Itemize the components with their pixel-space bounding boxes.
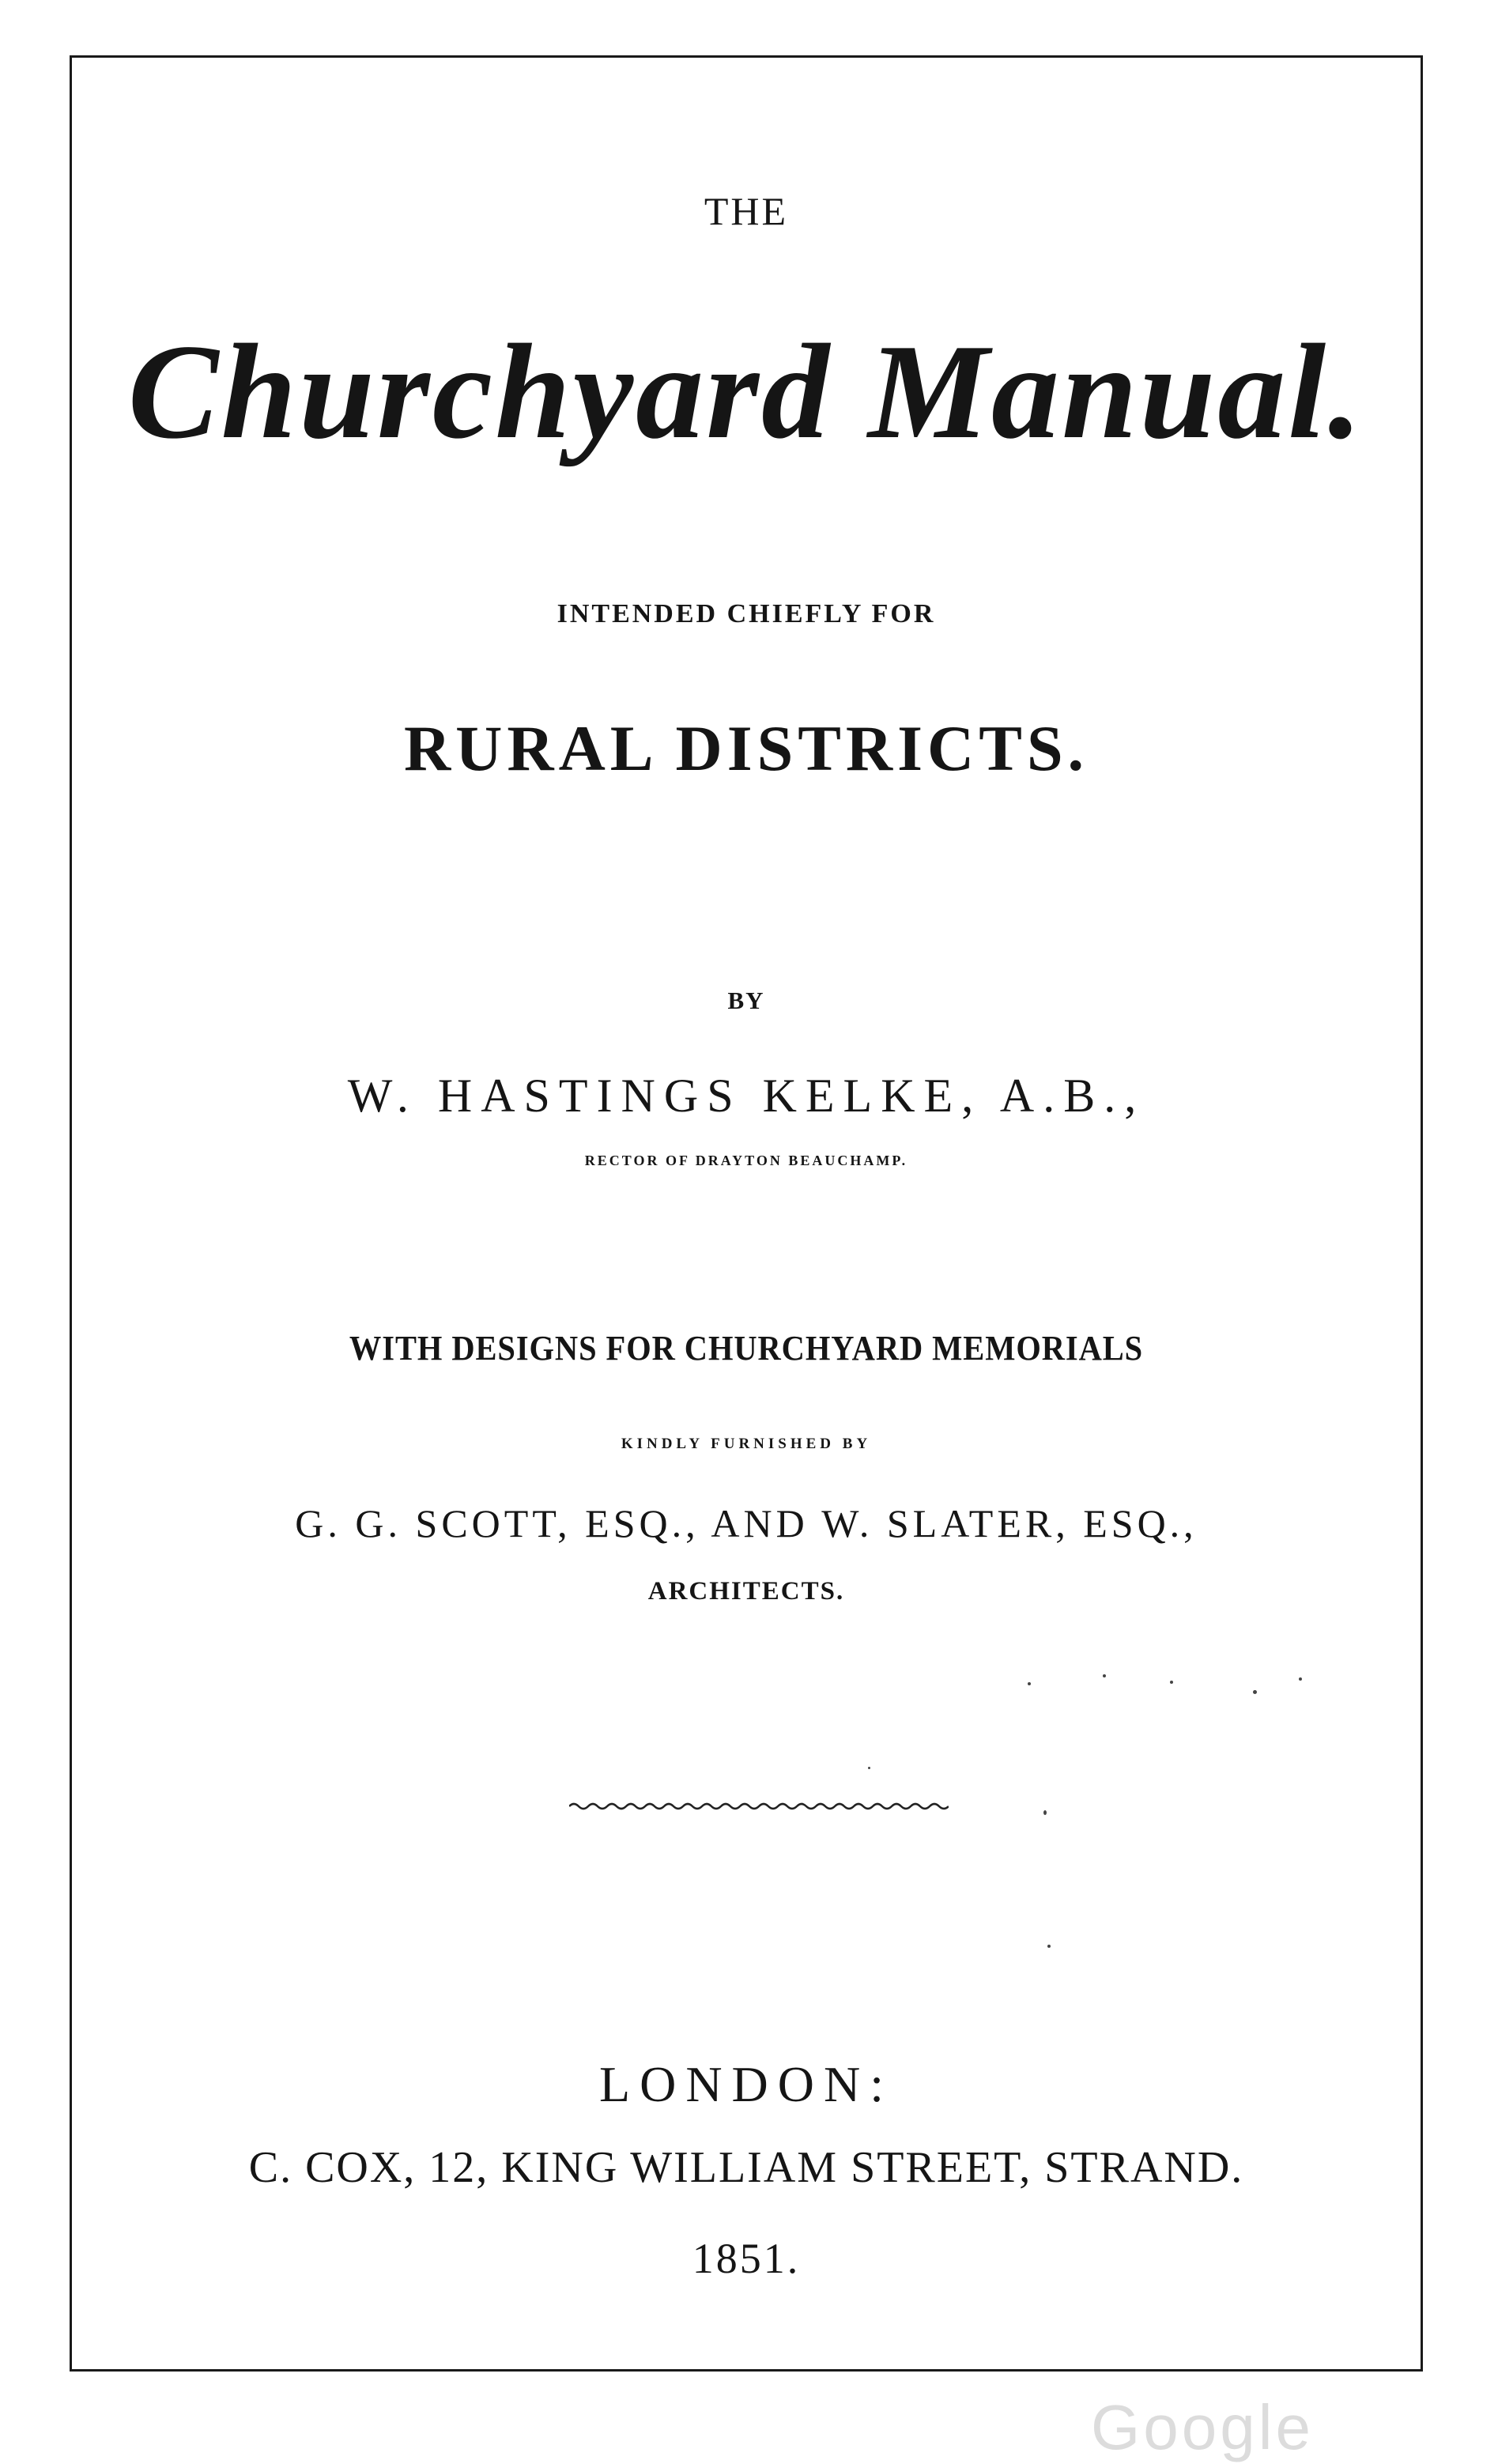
print-speck — [1047, 1945, 1051, 1948]
main-title: Churchyard Manual. — [127, 317, 1365, 467]
print-speck — [1103, 1674, 1106, 1677]
decorative-rule — [569, 1799, 949, 1813]
publisher-address: C. COX, 12, KING WILLIAM STREET, STRAND. — [248, 2143, 1244, 2192]
publication-place: LONDON: — [599, 2056, 893, 2112]
google-watermark: Google — [1091, 2392, 1314, 2462]
by-line: BY — [727, 987, 765, 1014]
print-speck — [868, 1767, 870, 1769]
architects-label: ARCHITECTS. — [647, 1577, 845, 1606]
architects-names: G. G. SCOTT, ESQ., AND W. SLATER, ESQ., — [295, 1501, 1198, 1545]
print-speck — [1170, 1681, 1173, 1684]
author-position: RECTOR OF DRAYTON BEAUCHAMP. — [584, 1153, 908, 1168]
print-speck — [1299, 1677, 1302, 1681]
title-article: THE — [704, 189, 789, 233]
furnished-by-line: KINDLY FURNISHED BY — [621, 1436, 872, 1452]
subtitle-main: RURAL DISTRICTS. — [403, 712, 1089, 784]
author-name: W. HASTINGS KELKE, A.B., — [347, 1070, 1145, 1122]
publication-year: 1851. — [692, 2235, 801, 2282]
print-speck — [1253, 1690, 1257, 1694]
subtitle-lead: INTENDED CHIEFLY FOR — [557, 599, 936, 628]
print-speck — [1043, 1810, 1047, 1815]
designs-line: WITH DESIGNS FOR CHURCHYARD MEMORIALS — [349, 1329, 1144, 1368]
print-speck — [1028, 1682, 1031, 1685]
